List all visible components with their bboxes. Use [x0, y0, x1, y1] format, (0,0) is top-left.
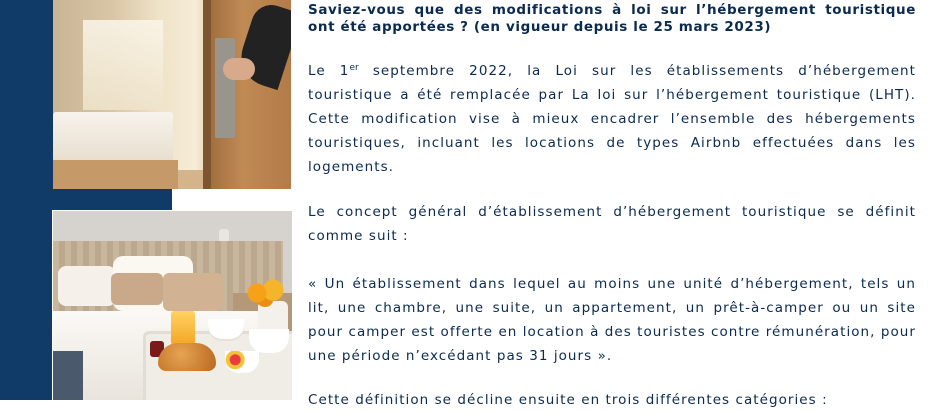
para1-prefix: Le 1	[308, 63, 350, 79]
decorative-navy-band-lower	[0, 210, 52, 400]
hotel-room-door-photo	[53, 0, 291, 189]
paragraph-definition-quote: « Un établissement dans lequel au moins une unité d’hébergement, tels un lit, une chambre, une suite, un appartement, un prêt-à-camper ou un site pour camper est offerte en location à des touristes contre rémunération, pour une période n’excédant pas 31 jours ».	[308, 276, 916, 364]
para1-superscript: er	[349, 63, 359, 73]
paragraph-categories-intro: Cette définition se décline ensuite en trois différentes catégories :	[308, 392, 828, 408]
breakfast-in-bed-photo	[53, 211, 292, 400]
article-heading: Saviez-vous que des modifications à loi sur l’hébergement touristique ont été apportées ? (en vigueur depuis le 25 mars 2023)	[308, 2, 916, 35]
paragraph-law-change	[308, 56, 916, 179]
paragraph-concept-intro: Le concept général d’établissement d’hébergement touristique se définit comme suit :	[308, 204, 916, 244]
para1-rest: septembre 2022, la Loi sur les établissements d’hébergement touristique a été remplacée par La loi sur l’hébergement touristique (LHT). Cette modification vise à mieux encadrer l’ensemble des hébergements touristiques, incluant les locations de types Airbnb effectuées dans les logements.	[308, 63, 916, 175]
